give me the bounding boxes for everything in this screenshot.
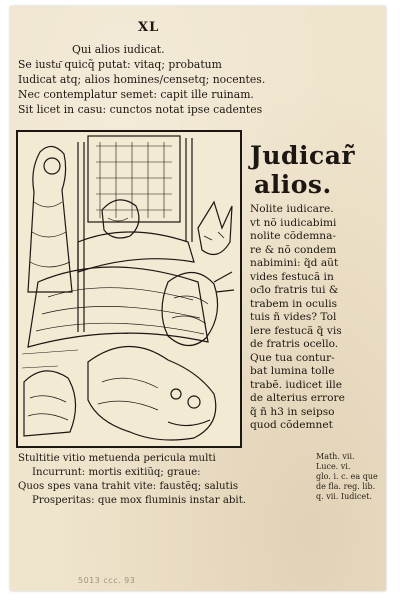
marginal-note: q. vii. Iudicet. <box>316 492 372 501</box>
verse-bottom-line: Stultitie vitio metuenda pericula multi <box>18 453 216 464</box>
body-text-line: q̃ ñ h3 in seipso <box>250 405 335 418</box>
marginal-note: Math. vii. <box>316 452 355 461</box>
marginal-note: Luce. vi. <box>316 462 351 471</box>
section-heading: alios. <box>254 170 332 199</box>
verse-bottom-line: Incurrunt: mortis exitiũq; graue: <box>32 467 201 478</box>
pencil-annotation: 5013 ccc. 93 <box>78 576 136 585</box>
folio-number: XL <box>138 20 160 35</box>
body-text-line: lere festucã q̃ vis <box>250 324 342 337</box>
body-text-line: de alterius errore <box>250 392 345 404</box>
verse-top-line: Iudicat atq; alios homines/censetq; nocentes. <box>18 73 266 86</box>
body-text-line: vt nõ iudicabimi <box>250 216 337 229</box>
verse-top-line: Qui alios iudicat. <box>72 43 165 56</box>
body-text-line: Nolite iudicare. <box>250 203 334 215</box>
body-text-line: bat lumina tolle <box>250 365 335 377</box>
verse-top-line: Se iustu͂ quicq̃ putat: vitaq; probatum <box>18 58 222 71</box>
body-text-line: tuis ñ vides? Tol <box>250 311 337 323</box>
body-text-line: nolite cõdemna- <box>250 230 336 242</box>
marginal-note: de fla. reg. lib. <box>316 482 376 491</box>
body-text-line: quod cõdemnet <box>250 419 333 431</box>
body-text-line: Que tua contur- <box>250 351 335 364</box>
verse-bottom-line: Quos spes vana trahit vite: faustẽq; salutis <box>18 481 239 492</box>
body-text-line: de fratris ocello. <box>250 338 339 350</box>
body-text-line: nabimini: q̃d aũt <box>250 257 339 269</box>
verse-top-line: Sit licet in casu: cunctos notat ipse cadentes <box>18 103 263 116</box>
section-heading: Judicar̃ <box>250 141 356 170</box>
marginal-note: glo. i. c. ea que <box>316 472 378 481</box>
body-text-line: trabem in oculis <box>250 297 338 310</box>
verse-bottom-line: Prosperitas: que mox fluminis instar abit. <box>32 495 247 506</box>
verse-top-line: Nec contemplatur semet: capit ille ruinam. <box>18 88 254 101</box>
book-leaf <box>10 6 386 591</box>
body-text-line: re & nõ condem <box>250 243 337 256</box>
body-text-line: oc͂lo fratris tui & <box>250 284 339 296</box>
body-text-line: vides festucã in <box>250 270 334 283</box>
woodcut-drawing <box>18 132 240 446</box>
woodcut-illustration <box>16 130 242 448</box>
body-text-line: trabẽ. iudicet ille <box>250 378 343 391</box>
